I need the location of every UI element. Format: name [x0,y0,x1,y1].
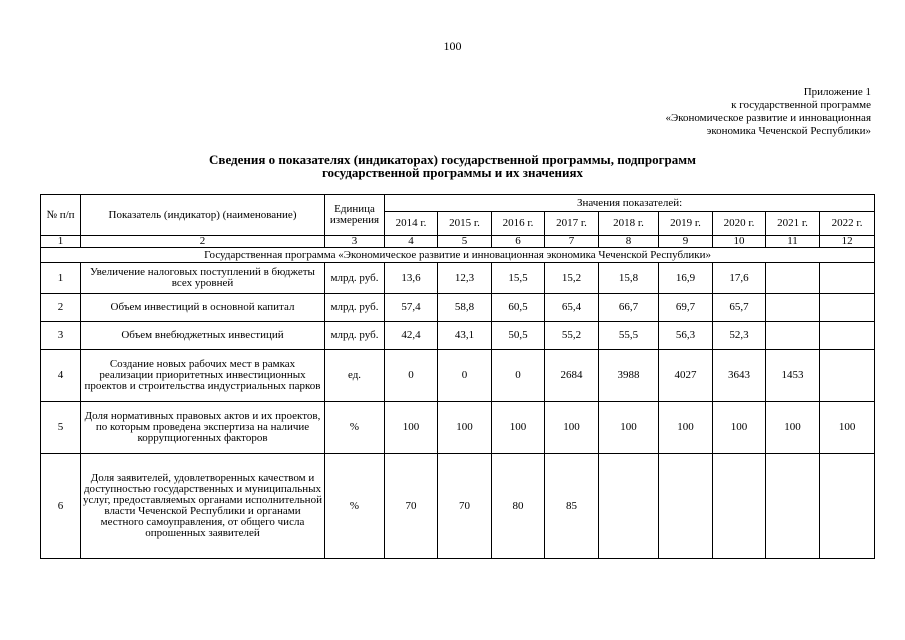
table-row [41,350,875,402]
row-value: 100 [820,402,875,454]
row-value [820,294,875,322]
row-value: 0 [492,350,545,402]
column-number: 3 [325,236,385,248]
column-number: 9 [659,236,713,248]
row-unit: % [325,454,385,559]
row-value [766,263,820,294]
row-value: 55,5 [599,322,659,350]
column-number: 10 [713,236,766,248]
row-num: 2 [41,294,81,322]
row-value [820,322,875,350]
column-number: 7 [545,236,599,248]
row-num: 4 [41,350,81,402]
appendix-line: Приложение 1 [803,86,871,98]
header-year: 2016 г. [492,212,545,236]
header-year: 2015 г. [438,212,492,236]
row-value: 70 [438,454,492,559]
row-value: 2684 [545,350,599,402]
header-year: 2014 г. [385,212,438,236]
column-number: 1 [41,236,81,248]
row-value [820,263,875,294]
table-row [41,322,875,350]
row-value: 69,7 [659,294,713,322]
row-unit: % [325,402,385,454]
document-title [0,153,905,179]
row-num: 3 [41,322,81,350]
row-name: Доля нормативных правовых актов и их проектов, по которым проведена экспертиза на наличие коррупциогенных факторов [81,402,325,454]
row-value: 60,5 [492,294,545,322]
row-value [659,454,713,559]
row-value: 70 [385,454,438,559]
column-number-row [41,236,875,248]
row-value: 0 [438,350,492,402]
row-value: 15,5 [492,263,545,294]
header-year: 2019 г. [659,212,713,236]
row-num: 1 [41,263,81,294]
section-title: Государственная программа «Экономическое развитие и инновационная экономика Чеченской Республики» [41,248,875,263]
row-value: 100 [492,402,545,454]
column-number: 6 [492,236,545,248]
row-unit: млрд. руб. [325,263,385,294]
row-value: 100 [545,402,599,454]
row-value: 80 [492,454,545,559]
row-unit: ед. [325,350,385,402]
row-value: 15,2 [545,263,599,294]
column-number: 11 [766,236,820,248]
row-value: 100 [766,402,820,454]
column-number: 2 [81,236,325,248]
row-value [599,454,659,559]
row-value: 57,4 [385,294,438,322]
row-value [766,322,820,350]
row-value: 16,9 [659,263,713,294]
row-value: 50,5 [492,322,545,350]
row-value [766,294,820,322]
column-number: 8 [599,236,659,248]
row-value: 100 [659,402,713,454]
table-row [41,294,875,322]
header-values-group: Значения показателей: [385,195,875,212]
row-value: 3643 [713,350,766,402]
header-year: 2017 г. [545,212,599,236]
table-row [41,402,875,454]
row-value: 56,3 [659,322,713,350]
header-year: 2020 г. [713,212,766,236]
row-unit: млрд. руб. [325,322,385,350]
row-value: 4027 [659,350,713,402]
row-name: Объем внебюджетных инвестиций [81,322,325,350]
row-value: 12,3 [438,263,492,294]
title-line: Сведения о показателях (индикаторах) государственной программы, подпрограмм [209,152,696,167]
row-value: 55,2 [545,322,599,350]
row-value: 3988 [599,350,659,402]
row-value: 43,1 [438,322,492,350]
page-number: 100 [443,39,462,53]
column-number: 4 [385,236,438,248]
row-name: Увеличение налоговых поступлений в бюджеты всех уровней [81,263,325,294]
row-value: 100 [385,402,438,454]
column-number: 12 [820,236,875,248]
row-value: 100 [713,402,766,454]
row-value [766,454,820,559]
appendix-note [665,86,871,138]
row-value: 17,6 [713,263,766,294]
header-indicator: Показатель (индикатор) (наименование) [81,195,325,236]
header-year: 2022 г. [820,212,875,236]
column-number: 5 [438,236,492,248]
header-num: № п/п [41,195,81,236]
row-value: 42,4 [385,322,438,350]
indicators-table [40,194,875,559]
header-year: 2018 г. [599,212,659,236]
header-year: 2021 г. [766,212,820,236]
row-name: Создание новых рабочих мест в рамках реализации приоритетных инвестиционных проектов и строительства индустриальных парков [81,350,325,402]
row-name: Объем инвестиций в основной капитал [81,294,325,322]
row-value [820,454,875,559]
row-name: Доля заявителей, удовлетворенных качеством и доступностью государственных и муниципальных услуг, предоставляемых органами исполнительной власти Чеченской Республики и органами местного самоуправления, от общего числа опрошенных заявителей [81,454,325,559]
row-unit: млрд. руб. [325,294,385,322]
row-num: 5 [41,402,81,454]
row-value: 100 [438,402,492,454]
row-value: 13,6 [385,263,438,294]
row-value: 52,3 [713,322,766,350]
row-value: 66,7 [599,294,659,322]
row-value: 100 [599,402,659,454]
row-value: 58,8 [438,294,492,322]
row-num: 6 [41,454,81,559]
row-value: 85 [545,454,599,559]
appendix-line: «Экономическое развитие и инновационная [665,112,871,124]
row-value: 15,8 [599,263,659,294]
row-value [713,454,766,559]
row-value: 1453 [766,350,820,402]
title-line: государственной программы и их значениях [321,165,584,180]
appendix-line: экономика Чеченской Республики» [706,125,871,137]
row-value: 65,7 [713,294,766,322]
row-value: 65,4 [545,294,599,322]
row-value: 0 [385,350,438,402]
appendix-line: к государственной программе [731,99,871,111]
table-row [41,454,875,559]
table-row [41,263,875,294]
header-unit: Единица измерения [325,195,385,236]
row-value [820,350,875,402]
